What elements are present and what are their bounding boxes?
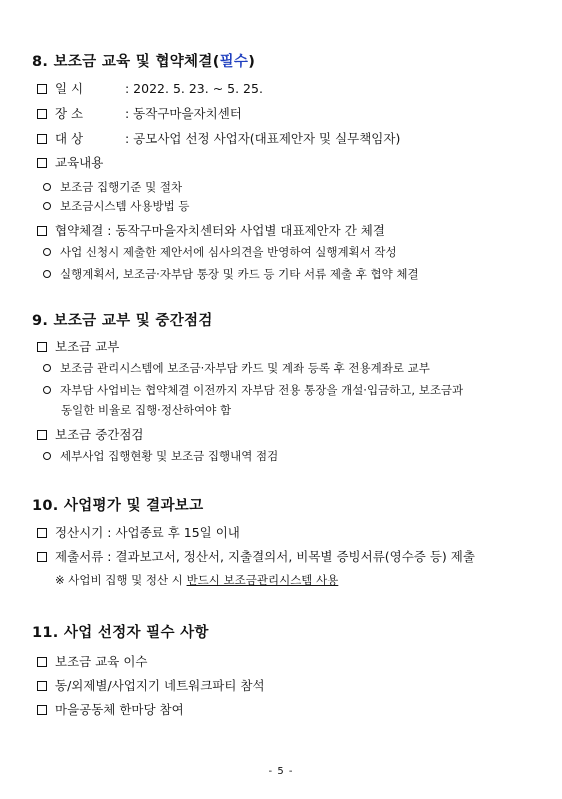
s11-item-3 [37, 700, 184, 718]
page-number: - 5 - [268, 766, 294, 777]
s11-item-3-text: 마을공동체 한마당 참여 [55, 702, 184, 717]
s8-item-date-value: : 2022. 5. 23. ~ 5. 25. [125, 81, 263, 96]
bullet-circle-icon [43, 270, 51, 278]
s8-sub-3 [43, 244, 397, 260]
s8-item-date [37, 79, 263, 97]
s11-item-1 [37, 652, 147, 670]
s8-sub-4-text: 실행계획서, 보조금·자부담 통장 및 카드 등 기타 서류 제출 후 협약 체결 [60, 267, 419, 281]
s8-item-target [37, 129, 400, 147]
s8-item-agreement [37, 221, 385, 239]
s8-item-place-value: : 동작구마을자치센터 [125, 106, 242, 121]
checkbox-square-icon [37, 342, 47, 352]
section-10-heading: 10. 사업평가 및 결과보고 [32, 498, 204, 514]
checkbox-square-icon [37, 681, 47, 691]
s9-sub-1-text: 보조금 관리시스템에 보조금·자부담 카드 및 계좌 등록 후 전용계좌로 교부 [60, 361, 430, 375]
s8-item-place-label: 장 소 [55, 106, 84, 121]
s10-item-2 [37, 547, 475, 565]
s9-sub-2-continuation: 동일한 비율로 집행·정산하여야 함 [61, 403, 232, 417]
checkbox-square-icon [37, 705, 47, 715]
checkbox-square-icon [37, 528, 47, 538]
section-11-heading: 11. 사업 선정자 필수 사항 [32, 625, 209, 641]
s11-item-2-text: 동/외제별/사업지기 네트워크파티 참석 [55, 678, 265, 693]
s8-item-content-label: 교육내용 [55, 155, 104, 170]
checkbox-square-icon [37, 552, 47, 562]
bullet-circle-icon [43, 183, 51, 191]
s10-item-1-text: 정산시기 : 사업종료 후 15일 이내 [55, 525, 240, 540]
section-9-heading: 9. 보조금 교부 및 중간점검 [32, 313, 213, 329]
s8-sub-3-text: 사업 신청시 제출한 제안서에 심사의견을 반영하여 실행계획서 작성 [60, 245, 397, 259]
s10-note [55, 572, 338, 588]
s8-item-agreement-text: 협약체결 : 동작구마을자치센터와 사업별 대표제안자 간 체결 [55, 223, 385, 238]
s9-item-1-text: 보조금 교부 [55, 339, 120, 354]
s10-item-2-text: 제출서류 : 결과보고서, 정산서, 지출결의서, 비목별 증빙서류(영수증 등) 제출 [55, 549, 475, 564]
s9-sub-3 [43, 448, 278, 464]
bullet-circle-icon [43, 452, 51, 460]
s9-item-2 [37, 425, 144, 443]
section-8-paren-close: ) [248, 54, 256, 70]
section-8-title: 보조금 교육 및 협약체결 [53, 54, 213, 70]
s11-item-2 [37, 676, 265, 694]
s8-sub-4 [43, 266, 419, 282]
s8-item-place [37, 104, 242, 122]
bullet-circle-icon [43, 202, 51, 210]
s9-item-2-text: 보조금 중간점검 [55, 427, 144, 442]
s9-item-1 [37, 337, 119, 355]
s8-item-content [37, 153, 103, 171]
s10-note-emphasis: 반드시 보조금관리시스템 사용 [186, 573, 339, 587]
s11-item-1-text: 보조금 교육 이수 [55, 654, 148, 669]
bullet-circle-icon [43, 248, 51, 256]
bullet-circle-icon [43, 386, 51, 394]
checkbox-square-icon [37, 226, 47, 236]
s9-sub-2-text-line1: 자부담 사업비는 협약체결 이전까지 자부담 전용 통장을 개설·입금하고, 보조금과 [60, 383, 464, 397]
s9-sub-2 [43, 382, 463, 398]
s8-item-target-label: 대 상 [55, 131, 84, 146]
s8-sub-1-text: 보조금 집행기준 및 절차 [60, 180, 183, 194]
s8-sub-2-text: 보조금시스템 사용방법 등 [60, 199, 190, 213]
checkbox-square-icon [37, 430, 47, 440]
s8-item-date-label: 일 시 [55, 81, 84, 96]
checkbox-square-icon [37, 134, 47, 144]
checkbox-square-icon [37, 158, 47, 168]
s10-item-1 [37, 523, 240, 541]
s8-sub-2 [43, 198, 190, 214]
s9-sub-1 [43, 360, 430, 376]
checkbox-square-icon [37, 657, 47, 667]
checkbox-square-icon [37, 109, 47, 119]
bullet-circle-icon [43, 364, 51, 372]
s10-note-prefix: ※ 사업비 집행 및 정산 시 [55, 573, 187, 587]
s8-sub-1 [43, 179, 182, 195]
checkbox-square-icon [37, 84, 47, 94]
s9-sub-3-text: 세부사업 집행현황 및 보조금 집행내역 점검 [60, 449, 279, 463]
s8-item-target-value: : 공모사업 선정 사업자(대표제안자 및 실무책임자) [125, 131, 401, 146]
section-8-required-tag: 필수 [219, 54, 249, 70]
section-8-paren-open: ( [212, 54, 220, 70]
section-8-heading [32, 50, 255, 71]
section-8-number: 8. [32, 54, 49, 70]
